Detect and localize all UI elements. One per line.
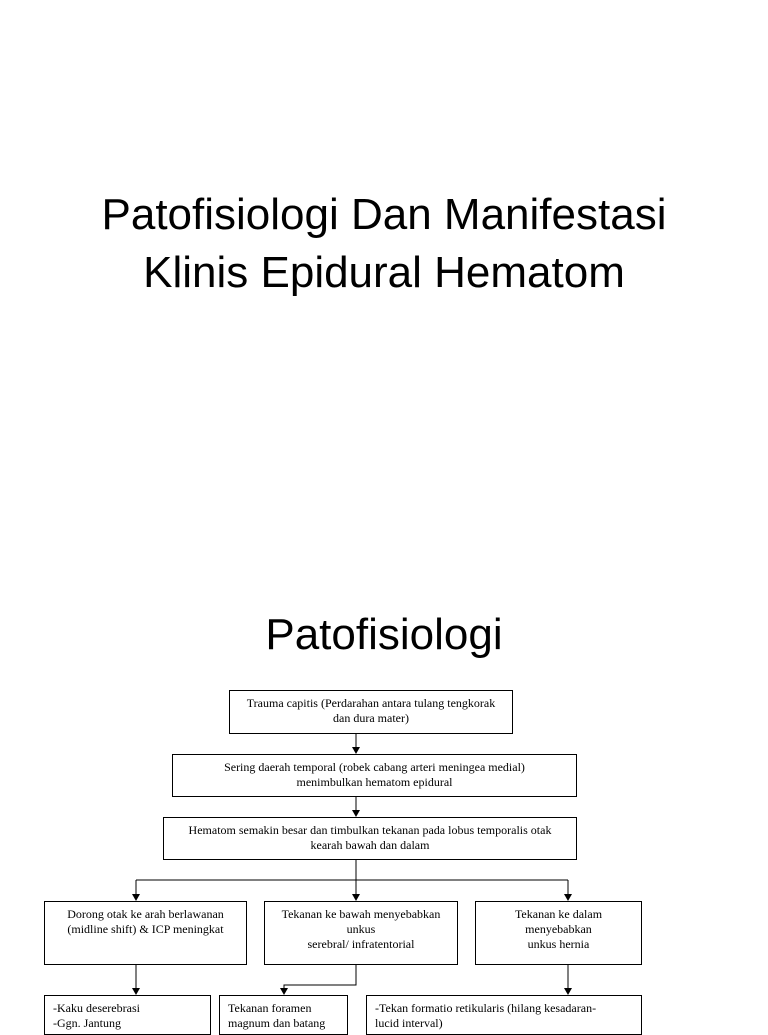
box-trauma-capitis: Trauma capitis (Perdarahan antara tulang tengkorak dan dura mater) [229, 690, 513, 734]
box-dorong-otak: Dorong otak ke arah berlawanan (midline shift) & ICP meningkat [44, 901, 247, 965]
box-daerah-temporal: Sering daerah temporal (robek cabang arteri meningea medial) menimbulkan hematom epidural [172, 754, 577, 797]
box-hematom-membesar: Hematom semakin besar dan timbulkan tekanan pada lobus temporalis otak kearah bawah dan dalam [163, 817, 577, 860]
arrow-tekanan-bawah-to-foramen [284, 965, 356, 994]
slide1-title-line1: Patofisiologi Dan Manifestasi [101, 190, 667, 239]
box-kaku-deserebrasi: -Kaku deserebrasi -Ggn. Jantung [44, 995, 211, 1035]
box-tekanan-ke-dalam: Tekanan ke dalam menyebabkan unkus hernia [475, 901, 642, 965]
box-tekanan-ke-bawah: Tekanan ke bawah menyebabkan unkus serebral/ infratentorial [264, 901, 458, 965]
box-formatio-retikularis: -Tekan formatio retikularis (hilang kesadaran- lucid interval) [366, 995, 642, 1035]
box-tekanan-foramen: Tekanan foramen magnum dan batang [219, 995, 348, 1035]
slide2-title: Patofisiologi [265, 610, 503, 659]
slide1-title-line2: Klinis Epidural Hematom [143, 248, 625, 297]
